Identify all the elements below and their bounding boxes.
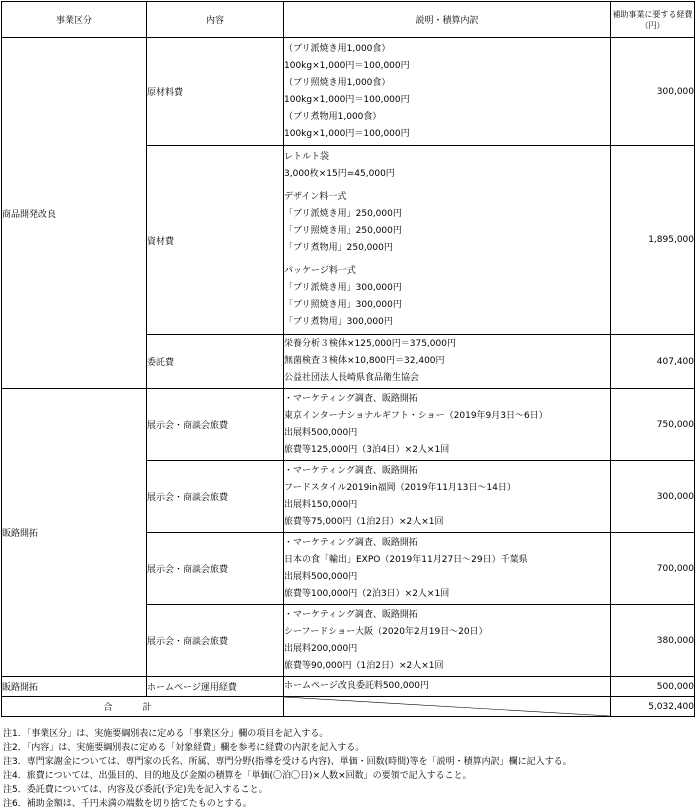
desc-line: ・マーケティング調査、販路開拓 bbox=[284, 609, 418, 620]
desc-line: ホームページ改良委託料500,000円 bbox=[284, 681, 430, 691]
item-description bbox=[284, 38, 611, 146]
desc-line: 出展料500,000円 bbox=[284, 571, 358, 582]
item-name: 展示会・商談会旅費 bbox=[147, 533, 284, 605]
header-amount: 補助事業に要する経費（円） bbox=[611, 2, 695, 38]
header-row bbox=[2, 2, 695, 38]
item-amount: 407,400 bbox=[611, 335, 695, 389]
header-description: 説明・積算内訳 bbox=[284, 2, 611, 38]
desc-line: ・マーケティング調査、販路開拓 bbox=[284, 537, 418, 548]
total-label: 合計 bbox=[2, 697, 284, 717]
desc-line: （ブリ照焼き用1,000食） bbox=[284, 77, 391, 88]
desc-line: 旅費等75,000円（1泊2日）×2人×1回 bbox=[284, 516, 444, 527]
desc-line: フードスタイル2019in福岡（2019年11月13日～14日） bbox=[284, 482, 516, 493]
total-row bbox=[2, 697, 695, 717]
desc-line: レトルト袋 bbox=[284, 152, 330, 162]
desc-line: シーフードショー大阪（2020年2月19日～20日） bbox=[284, 626, 488, 637]
note-item: 注5．委託費については、内容及び委託(予定)先を記入すること。 bbox=[3, 785, 268, 795]
expense-table bbox=[1, 1, 695, 717]
desc-line: 3,000枚×15円=45,000円 bbox=[284, 169, 395, 179]
desc-line: 公益社団法人長崎県食品衛生協会 bbox=[284, 373, 420, 383]
category-cell: 商品開発改良 bbox=[2, 38, 147, 389]
desc-line: 旅費等100,000円（2泊3日）×2人×1回 bbox=[284, 588, 450, 599]
item-description bbox=[284, 389, 611, 461]
item-name: 展示会・商談会旅費 bbox=[147, 461, 284, 533]
item-amount: 300,000 bbox=[611, 38, 695, 146]
notes bbox=[3, 727, 693, 811]
note-item: 注1．「事業区分」は、実施要綱別表に定める「事業区分」欄の項目を記入する。 bbox=[3, 729, 329, 739]
desc-line: 「ブリ煮物用」300,000円 bbox=[284, 317, 393, 327]
desc-line: 100kg×1,000円＝100,000円 bbox=[284, 94, 410, 105]
item-amount: 750,000 bbox=[611, 389, 695, 461]
desc-line: 出展料150,000円 bbox=[284, 499, 358, 510]
desc-line: 無菌検査３検体×10,800円＝32,400円 bbox=[284, 356, 445, 366]
desc-line: 日本の食「輸出」EXPO（2019年11月27日～29日）千葉県 bbox=[284, 554, 528, 565]
desc-line: ・マーケティング調査、販路開拓 bbox=[284, 465, 418, 476]
item-name: 委託費 bbox=[147, 335, 284, 389]
desc-line: 「ブリ照焼き用」250,000円 bbox=[284, 226, 402, 236]
item-name: ホームページ運用経費 bbox=[147, 677, 284, 697]
item-amount: 300,000 bbox=[611, 461, 695, 533]
item-name: 資材費 bbox=[147, 146, 284, 335]
item-amount: 1,895,000 bbox=[611, 146, 695, 335]
total-amount: 5,032,400 bbox=[611, 697, 695, 717]
note-item: 注3．専門家謝金については、専門家の氏名、所属、専門分野(指導を受ける内容)、単価・回数(時間)等を「説明・積算内訳」欄に記入する。 bbox=[3, 757, 572, 767]
note-item: 注4．旅費については、出張目的、目的地及び金額の積算を「単価(〇泊〇日)×人数×回数」の要領で記入すること。 bbox=[3, 771, 472, 781]
note-item: 注6．補助金額は、千円未満の端数を切り捨てたものとする。 bbox=[3, 799, 252, 809]
desc-line: パッケージ料一式 bbox=[284, 266, 356, 276]
item-name: 展示会・商談会旅費 bbox=[147, 605, 284, 677]
total-diagonal-cell bbox=[284, 697, 611, 717]
desc-line: 「ブリ派焼き用」300,000円 bbox=[284, 283, 402, 293]
category-cell: 販路開拓 bbox=[2, 389, 147, 677]
desc-line: 「ブリ煮物用」250,000円 bbox=[284, 243, 393, 253]
desc-line: デザイン料一式 bbox=[284, 192, 347, 202]
desc-line: 100kg×1,000円＝100,000円 bbox=[284, 128, 410, 139]
table-row bbox=[2, 38, 695, 146]
desc-line: 旅費等125,000円（3泊4日）×2人×1回 bbox=[284, 444, 450, 455]
desc-line: （ブリ煮物用1,000食） bbox=[284, 111, 382, 122]
item-description bbox=[284, 461, 611, 533]
desc-line: 栄養分析３検体×125,000円＝375,000円 bbox=[284, 339, 456, 349]
item-description bbox=[284, 533, 611, 605]
item-description bbox=[284, 146, 611, 335]
desc-line: 出展料500,000円 bbox=[284, 427, 358, 438]
desc-line: （ブリ派焼き用1,000食） bbox=[284, 43, 391, 54]
item-name: 展示会・商談会旅費 bbox=[147, 389, 284, 461]
item-amount: 380,000 bbox=[611, 605, 695, 677]
header-content: 内容 bbox=[147, 2, 284, 38]
table-row bbox=[2, 389, 695, 461]
desc-line: 東京インターナショナルギフト・ショー（2019年9月3日～6日） bbox=[284, 410, 548, 421]
desc-line: 「ブリ派焼き用」250,000円 bbox=[284, 209, 402, 219]
item-amount: 700,000 bbox=[611, 533, 695, 605]
desc-line: ・マーケティング調査、販路開拓 bbox=[284, 393, 418, 404]
item-description bbox=[284, 335, 611, 389]
desc-line: 「ブリ照焼き用」300,000円 bbox=[284, 300, 402, 310]
item-description bbox=[284, 605, 611, 677]
item-name: 原材料費 bbox=[147, 38, 284, 146]
diagonal-line bbox=[284, 697, 610, 716]
desc-line: 出展料200,000円 bbox=[284, 643, 358, 654]
note-item: 注2．「内容」は、実施要綱別表に定める「対象経費」欄を参考に経費の内訳を記入する。 bbox=[3, 743, 365, 753]
desc-line: 100kg×1,000円＝100,000円 bbox=[284, 60, 410, 71]
item-description bbox=[284, 677, 611, 697]
table-row bbox=[2, 677, 695, 697]
desc-line: 旅費等90,000円（1泊2日）×2人×1回 bbox=[284, 660, 444, 671]
category-cell: 販路開拓 bbox=[2, 677, 147, 697]
item-amount: 500,000 bbox=[611, 677, 695, 697]
header-category: 事業区分 bbox=[2, 2, 147, 38]
